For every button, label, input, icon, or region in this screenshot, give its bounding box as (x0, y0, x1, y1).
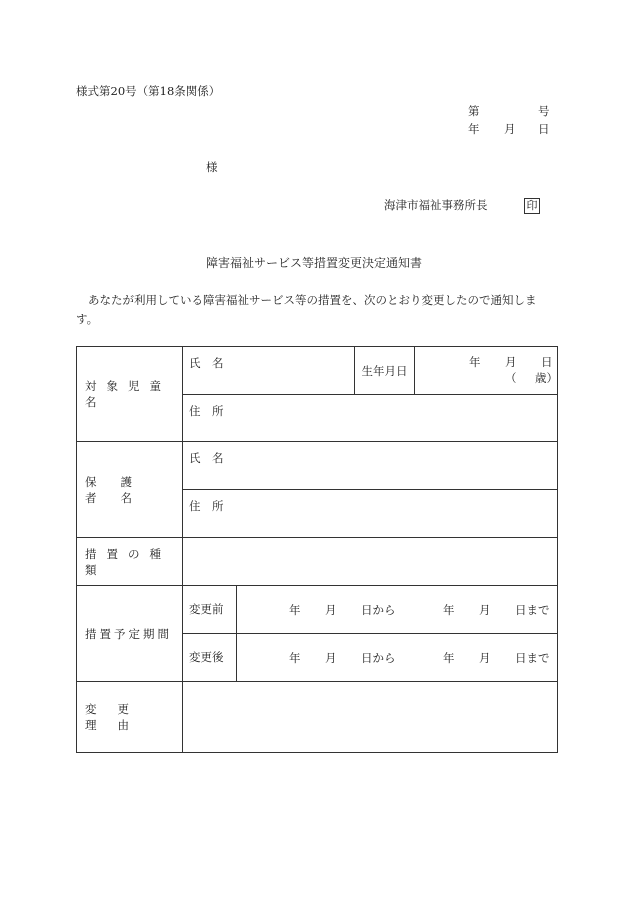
dob-month: 月 (505, 355, 517, 369)
guardian-address-cell[interactable] (183, 490, 558, 538)
guardian-name-header: 保護者名 (77, 442, 183, 538)
after-end-year: 年 (443, 651, 455, 665)
child-name-header: 対象児童名 (77, 347, 183, 442)
after-end-month: 月 (479, 651, 491, 665)
addressee-suffix: 様 (206, 160, 218, 174)
dob-day: 日 (541, 355, 553, 369)
age-close: 歳） (535, 371, 558, 385)
doc-number-suffix: 号 (538, 104, 550, 118)
issuer-name: 海津市福祉事務所長 (384, 198, 488, 212)
body-text-line2: す。 (76, 312, 99, 326)
guardian-name-cell[interactable] (183, 442, 558, 490)
before-period-cell[interactable] (237, 586, 558, 634)
birthdate-cell[interactable] (415, 347, 558, 395)
after-start-from: 日から (361, 651, 396, 665)
reason-cell[interactable] (183, 682, 558, 753)
date-day: 日 (538, 122, 550, 136)
before-start-from: 日から (361, 603, 396, 617)
after-start-month: 月 (325, 651, 337, 665)
guardian-name-label: 氏 名 (189, 451, 224, 465)
birthdate-header: 生年月日 (355, 347, 415, 395)
before-end-until: 日まで (515, 603, 550, 617)
doc-number-prefix: 第 (468, 104, 480, 118)
before-label-cell: 変更前 (183, 586, 237, 634)
before-start-month: 月 (325, 603, 337, 617)
child-name-label: 氏 名 (189, 356, 224, 370)
form-number: 様式第20号（第18条関係） (76, 84, 221, 98)
dob-year: 年 (469, 355, 481, 369)
after-start-year: 年 (289, 651, 301, 665)
measure-type-header: 措置の種類 (77, 538, 183, 586)
document-title: 障害福祉サービス等措置変更決定通知書 (206, 256, 423, 270)
before-end-month: 月 (479, 603, 491, 617)
notice-table (76, 346, 558, 753)
date-year: 年 (468, 122, 480, 136)
body-text-line1: あなたが利用している障害福祉サービス等の措置を、次のとおり変更したので通知しま (88, 293, 537, 307)
after-period-cell[interactable] (237, 634, 558, 682)
child-name-cell[interactable] (183, 347, 355, 395)
period-header: 措置予定期間 (77, 586, 183, 682)
guardian-address-label: 住 所 (189, 499, 224, 513)
before-start-year: 年 (289, 603, 301, 617)
seal-mark: 印 (524, 198, 540, 214)
child-address-cell[interactable] (183, 395, 558, 442)
child-address-label: 住 所 (189, 404, 224, 418)
reason-header: 変更理由 (77, 682, 183, 753)
date-month: 月 (504, 122, 516, 136)
before-end-year: 年 (443, 603, 455, 617)
measure-type-cell[interactable] (183, 538, 558, 586)
after-end-until: 日まで (515, 651, 550, 665)
after-label-cell: 変更後 (183, 634, 237, 682)
age-open: （ (505, 371, 517, 385)
